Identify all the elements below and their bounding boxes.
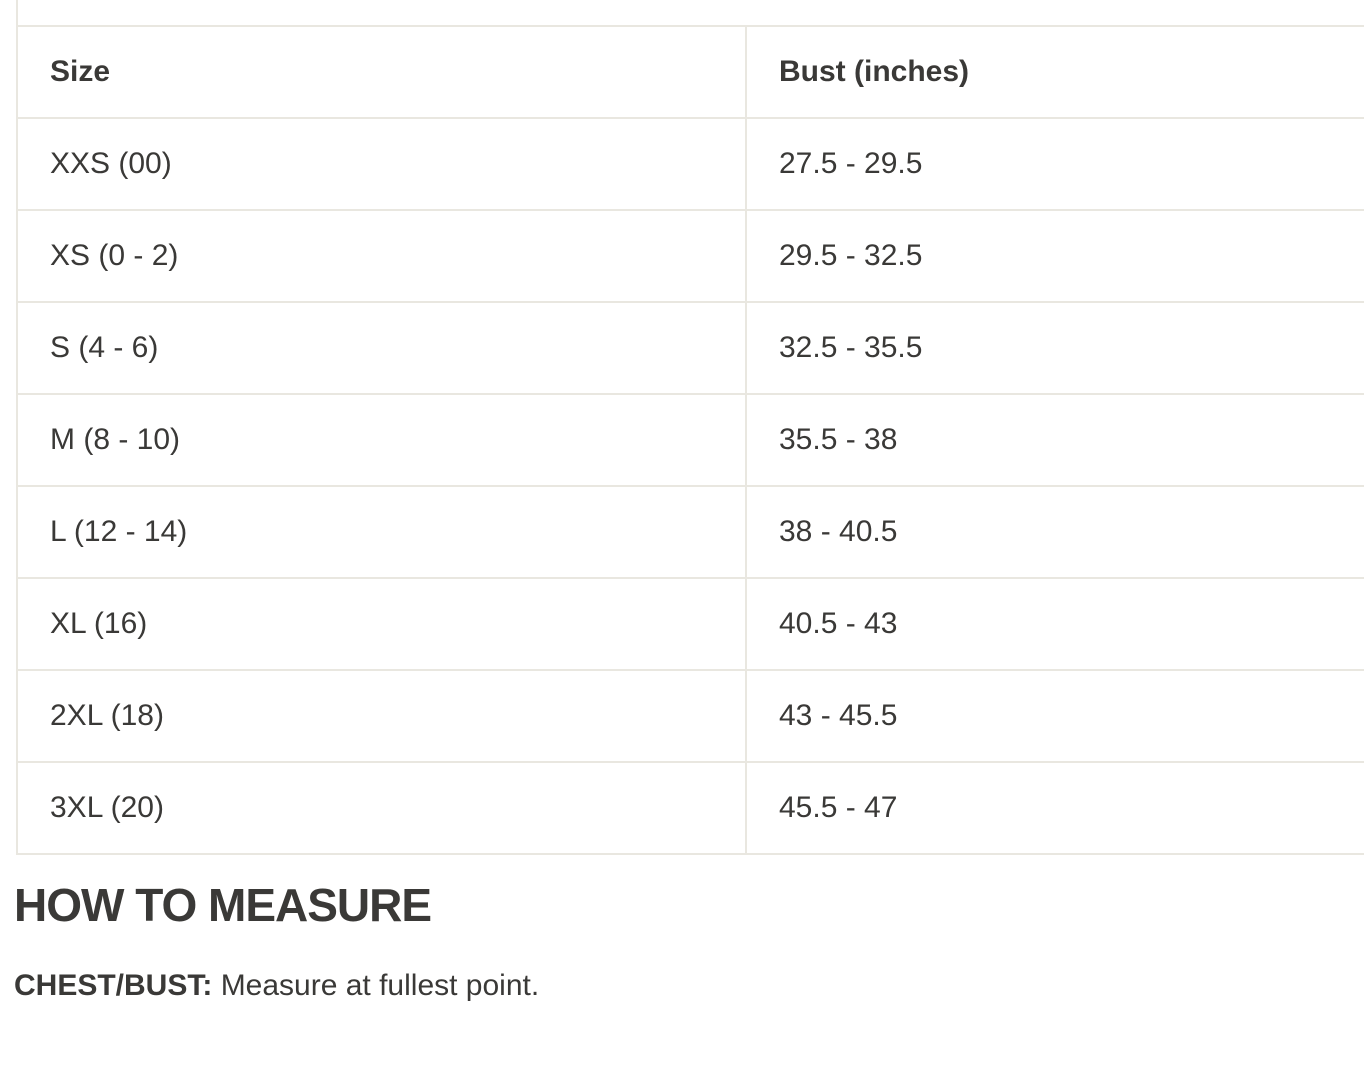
cropped-left-border [16,0,18,25]
size-cell: L (12 - 14) [17,486,746,578]
bust-cell: 38 - 40.5 [746,486,1364,578]
table-row [17,578,1364,670]
size-chart-body [17,118,1364,854]
column-header-size: Size [17,26,746,118]
size-cell: XL (16) [17,578,746,670]
bust-cell: 29.5 - 32.5 [746,210,1364,302]
bust-cell: 43 - 45.5 [746,670,1364,762]
table-row [17,762,1364,854]
size-cell: XS (0 - 2) [17,210,746,302]
size-chart-header [17,26,1364,118]
header-row [17,26,1364,118]
table-row [17,210,1364,302]
size-cell: 2XL (18) [17,670,746,762]
size-cell: M (8 - 10) [17,394,746,486]
column-header-bust: Bust (inches) [746,26,1364,118]
bust-cell: 45.5 - 47 [746,762,1364,854]
size-cell: 3XL (20) [17,762,746,854]
measure-instruction-text: Measure at fullest point. [220,968,540,1002]
size-cell: XXS (00) [17,118,746,210]
bust-cell: 35.5 - 38 [746,394,1364,486]
table-row [17,302,1364,394]
size-cell: S (4 - 6) [17,302,746,394]
bust-cell: 27.5 - 29.5 [746,118,1364,210]
measure-instruction [14,968,1364,1004]
bust-cell: 32.5 - 35.5 [746,302,1364,394]
measure-instruction-label: CHEST/BUST: [14,968,213,1002]
table-row [17,118,1364,210]
table-row [17,670,1364,762]
size-chart-table [16,25,1364,855]
table-row [17,486,1364,578]
cropped-element-above [0,0,1364,25]
how-to-measure-heading: HOW TO MEASURE [14,879,432,931]
bust-cell: 40.5 - 43 [746,578,1364,670]
table-row [17,394,1364,486]
